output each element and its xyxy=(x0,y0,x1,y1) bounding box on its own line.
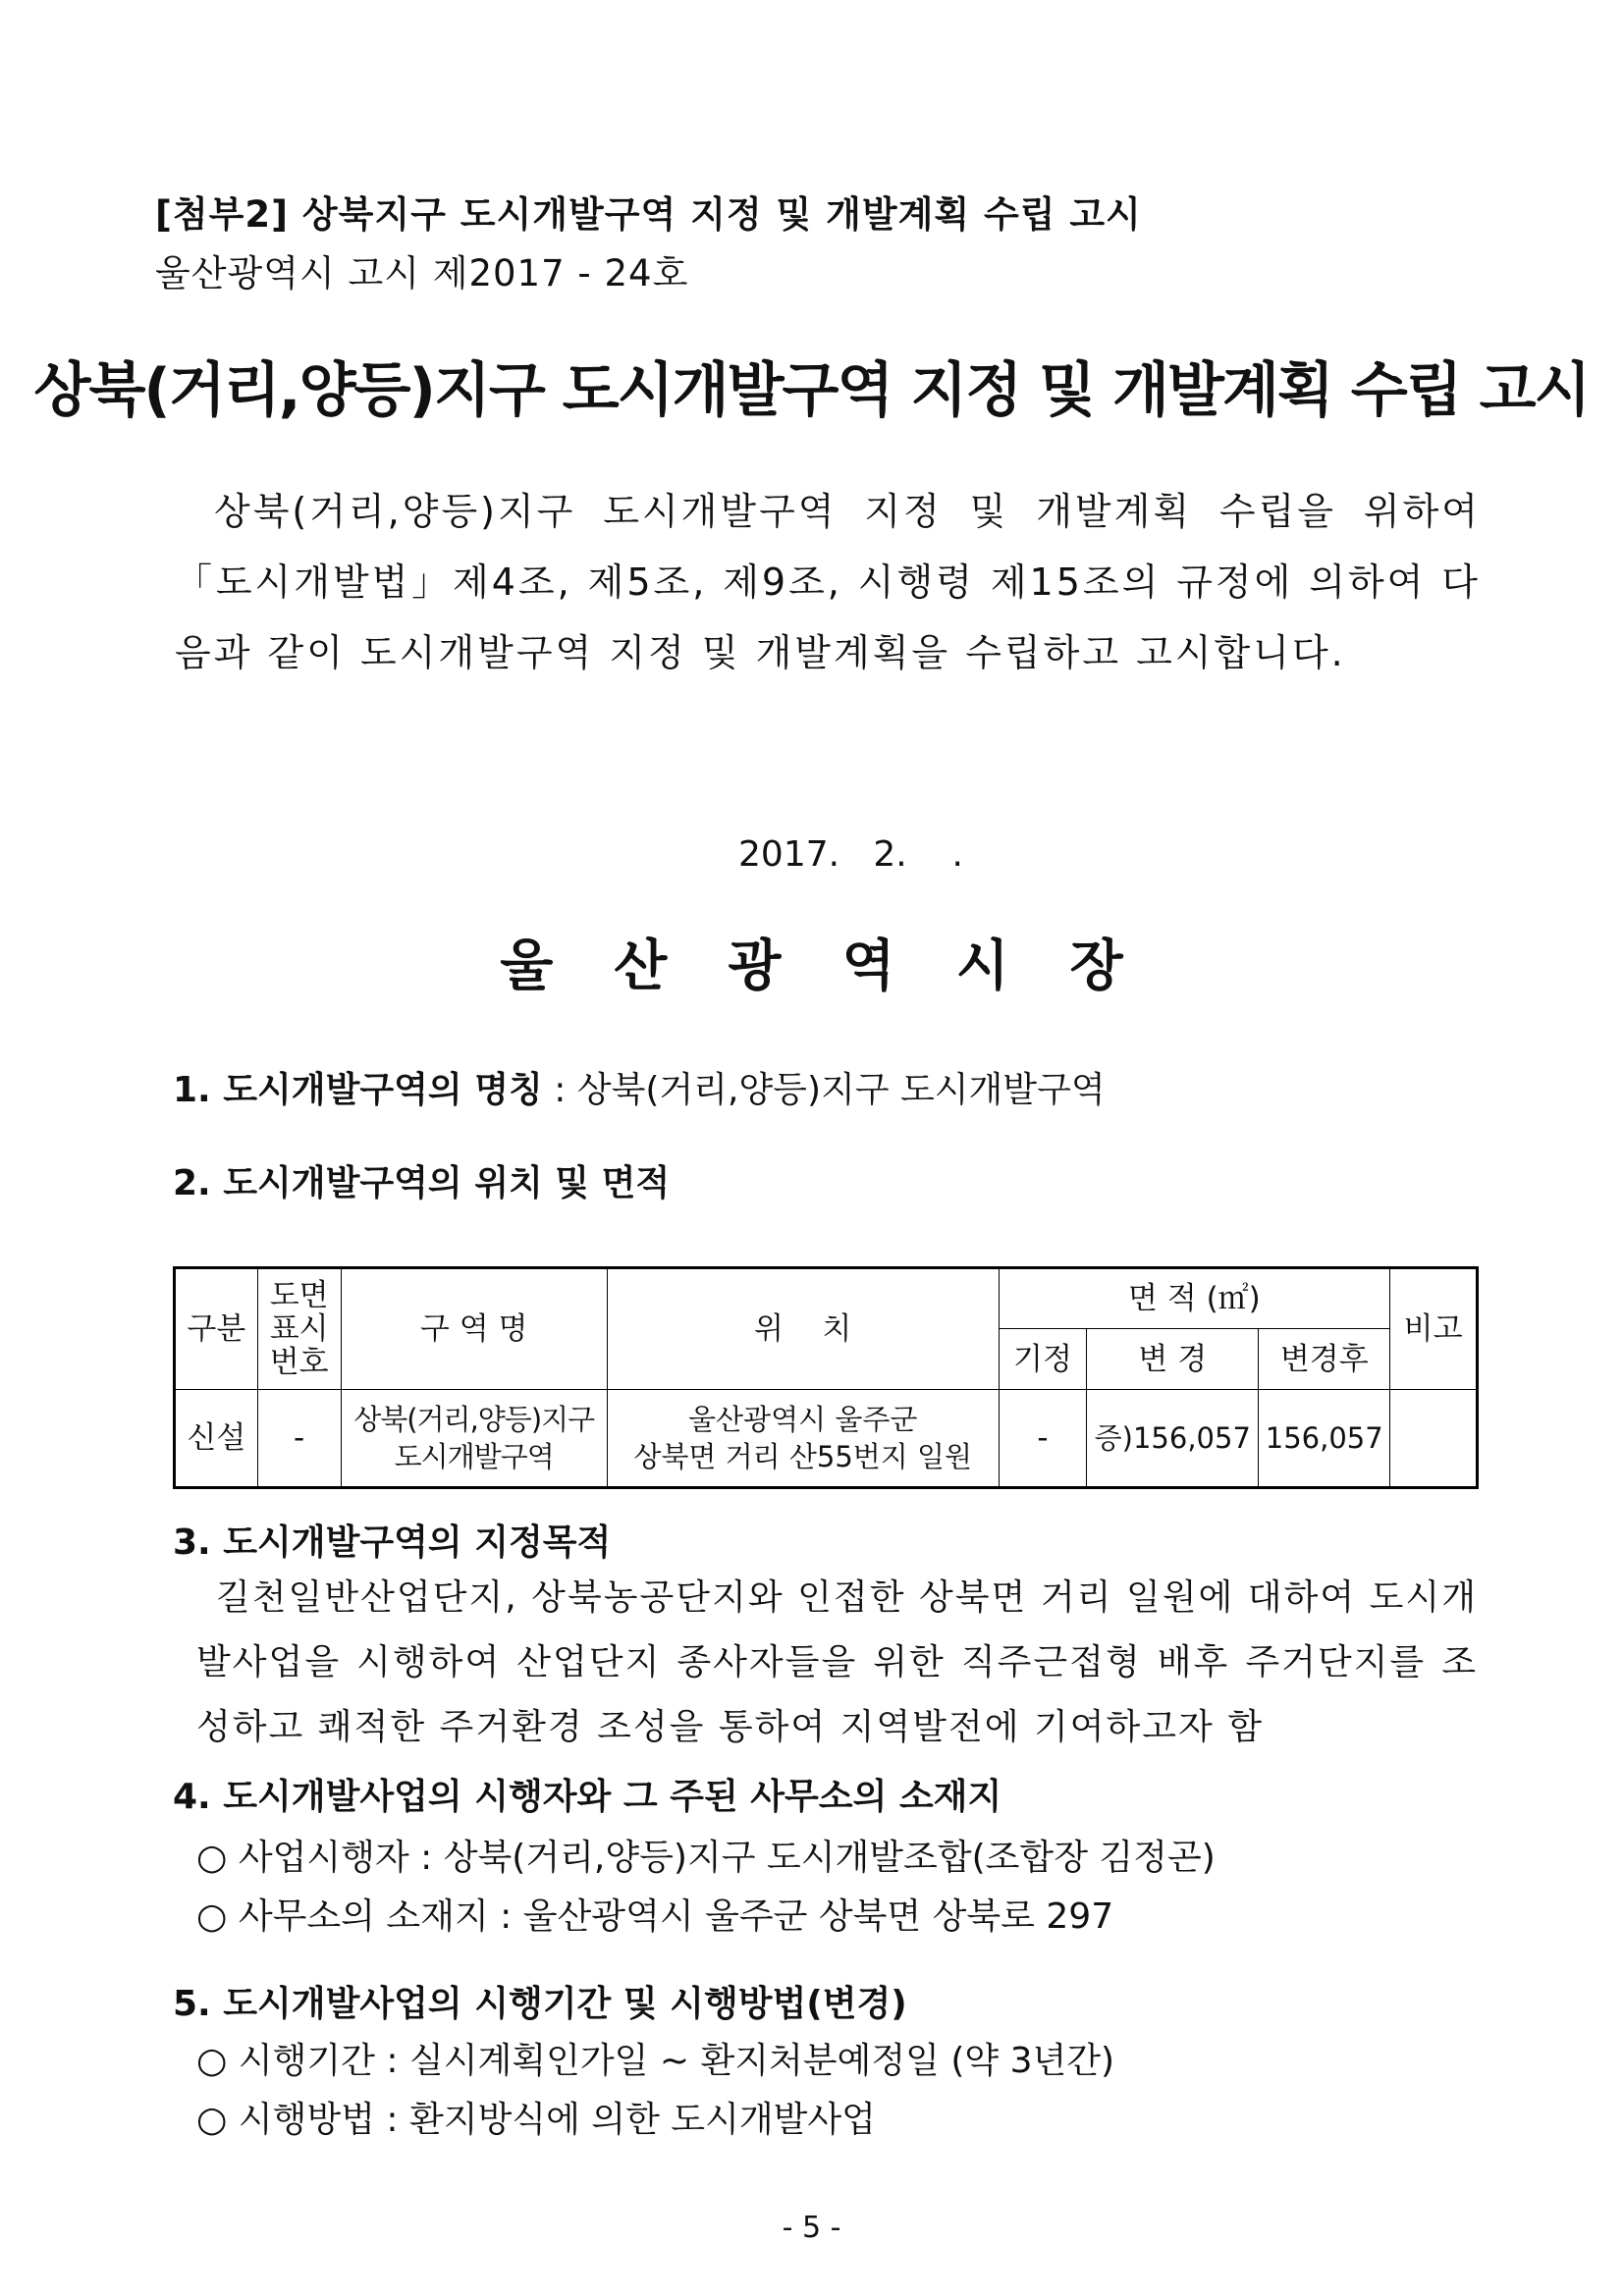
section-5-item: ○ 시행방법 : 환지방식에 의한 도시개발사업 xyxy=(196,2100,876,2140)
section-5-heading: 5. 도시개발사업의 시행기간 및 시행방법(변경) xyxy=(173,1984,907,2024)
section-5-item: ○ 시행기간 : 실시계획인가일 ~ 환지처분예정일 (약 3년간) xyxy=(196,2041,1115,2081)
section-3-body: 길천일반산업단지, 상북농공단지와 인접한 상북면 거리 일원에 대하여 도시개발사업을 시행하여 산업단지 종사자들을 위한 직주근접형 배후 주거단지를 조성하고 쾌적한 주거환경 조성을 통하여 지역발전에 기여하고자 함 xyxy=(196,1577,1478,1747)
header-remarks: 비고 xyxy=(1390,1268,1478,1390)
notice-date: 2017. 2. . xyxy=(738,834,963,875)
issuer-name: 울산광역시장 xyxy=(500,934,1184,998)
cell-location: 울산광역시 울주군 상북면 거리 산55번지 일원 xyxy=(607,1390,999,1488)
cell-category: 신설 xyxy=(175,1390,258,1488)
area-table xyxy=(173,1266,1479,1489)
header-map-number: 도면 표시 번호 xyxy=(257,1268,341,1390)
cell-after: 156,057 xyxy=(1259,1390,1390,1488)
notice-number: 울산광역시 고시 제2017 - 24호 xyxy=(155,252,689,294)
header-change: 변 경 xyxy=(1087,1329,1259,1390)
section-4-item: ○ 사무소의 소재지 : 울산광역시 울주군 상북면 상북로 297 xyxy=(196,1896,1114,1937)
section-4-item: ○ 사업시행자 : 상북(거리,양등)지구 도시개발조합(조합장 김정곤) xyxy=(196,1838,1216,1878)
header-zone-name: 구 역 명 xyxy=(341,1268,607,1390)
table-row xyxy=(175,1390,1478,1488)
section-4-heading: 4. 도시개발사업의 시행자와 그 주된 사무소의 소재지 xyxy=(173,1777,1002,1817)
intro-paragraph: 상북(거리,양등)지구 도시개발구역 지정 및 개발계획 수립을 위하여 「도시개발법」제4조, 제5조, 제9조, 시행령 제15조의 규정에 의하여 다음과 같이 도시개발구역 지정 및 개발계획을 수립하고 고시합니다. xyxy=(175,490,1481,674)
section-1-value: : 상북(거리,양등)지구 도시개발구역 xyxy=(542,1070,1106,1110)
section-3-heading: 3. 도시개발구역의 지정목적 xyxy=(173,1522,612,1563)
attachment-title: [첨부2] 상북지구 도시개발구역 지정 및 개발계획 수립 고시 xyxy=(155,193,1142,236)
page-number: - 5 - xyxy=(782,2211,841,2245)
cell-existing: - xyxy=(999,1390,1087,1488)
section-1-heading: 1. 도시개발구역의 명칭 xyxy=(173,1070,543,1110)
cell-remarks xyxy=(1390,1390,1478,1488)
page-title: 상북(거리,양등)지구 도시개발구역 지정 및 개발계획 수립 고시 xyxy=(33,356,1590,425)
header-after: 변경후 xyxy=(1259,1329,1390,1390)
cell-zone-name: 상북(거리,양등)지구 도시개발구역 xyxy=(341,1390,607,1488)
cell-map-number: - xyxy=(257,1390,341,1488)
cell-change: 증)156,057 xyxy=(1087,1390,1259,1488)
section-2-heading: 2. 도시개발구역의 위치 및 면적 xyxy=(173,1163,671,1203)
section-1 xyxy=(173,1062,1106,1112)
header-existing: 기정 xyxy=(999,1329,1087,1390)
header-category: 구분 xyxy=(175,1268,258,1390)
header-location: 위 치 xyxy=(607,1268,999,1390)
header-area-group: 면 적 (㎡) xyxy=(999,1268,1390,1329)
